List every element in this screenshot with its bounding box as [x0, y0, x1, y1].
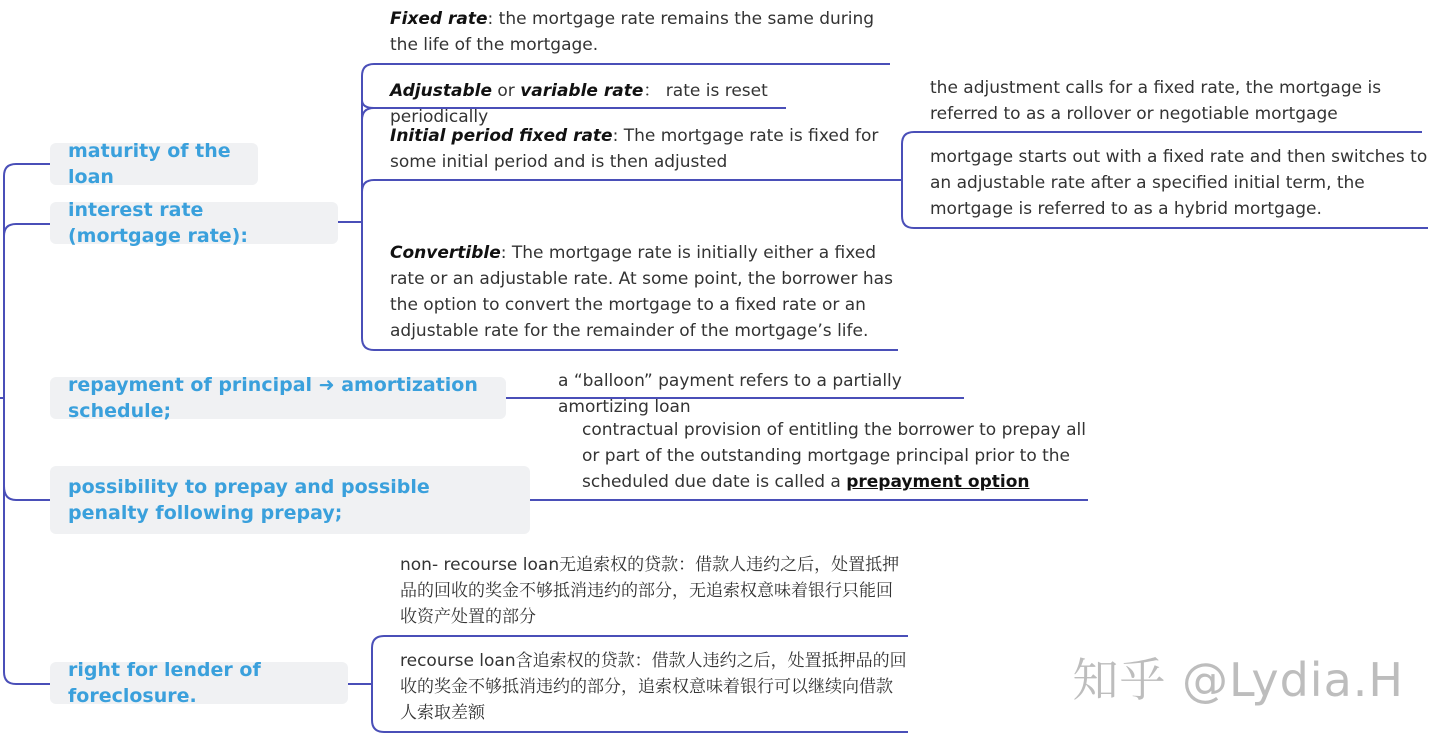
fixed-rate-text: : the mortgage rate remains the same during the life of the mortgage.: [390, 9, 875, 55]
topic-maturity[interactable]: [50, 140, 258, 188]
trunk-line: [0, 164, 50, 684]
adjustable-mid: or: [491, 81, 521, 101]
initial-period-term: Initial period fixed rate: [390, 126, 613, 146]
leaf-nonrecourse: non- recourse loan无追索权的贷款：借款人违约之后，处置抵押品的回收的奖金不够抵消违约的部分，无追索权意味着银行只能回收资产处置的部分: [400, 555, 900, 627]
topic-maturity-label: maturity of the loan: [68, 140, 231, 188]
initial-period-text: : The mortgage rate is fixed for some initial period and is then adjusted: [390, 126, 879, 172]
adjustable-text: ： rate is reset periodically: [390, 81, 768, 127]
leaf-initial-period: [390, 123, 890, 175]
topic-foreclosure-label: right for lender of foreclosure.: [68, 659, 261, 707]
leaf-balloon: a “balloon” payment refers to a partially amortizing loan: [558, 371, 902, 417]
leaf-fixed-rate: [390, 6, 890, 58]
convertible-text: : The mortgage rate is initially either a fixed rate or an adjustable rate. At some point, the borrower has the option to convert the mortgage to a fixed rate or an adjustable rate for the remainder of the mortgage’s life.: [390, 243, 893, 341]
adjustable-term: Adjustable: [390, 81, 492, 101]
watermark-logo: 知乎 @Lydia.H: [1072, 653, 1404, 707]
convertible-term: Convertible: [390, 243, 501, 263]
prepay-term: prepayment option: [846, 472, 1030, 492]
variable-rate-term: variable rate: [520, 81, 644, 101]
leaf-hybrid: mortgage starts out with a fixed rate and then switches to an adjustable rate after a specified initial term, the mortgage is referred to as a hybrid mortgage.: [930, 147, 1428, 219]
topic-foreclosure[interactable]: [50, 659, 348, 707]
topic-prepay-label: possibility to prepay and possible penalty following prepay;: [68, 476, 430, 524]
fixed-rate-term: Fixed rate: [390, 9, 488, 29]
leaf-prepay-option: [582, 417, 1086, 495]
topic-prepay[interactable]: [50, 466, 530, 534]
topic-repayment[interactable]: [50, 374, 506, 422]
leaf-rollover: the adjustment calls for a fixed rate, the mortgage is referred to as a rollover or negotiable mortgage: [930, 78, 1382, 124]
leaf-recourse: recourse loan含追索权的贷款：借款人违约之后，处置抵押品的回收的奖金不够抵消违约的部分，追索权意味着银行可以继续向借款人索取差额: [400, 651, 907, 723]
topic-interest-label: interest rate (mortgage rate):: [68, 199, 248, 247]
topic-repayment-label: repayment of principal ➜ amortization schedule;: [68, 374, 478, 422]
topic-interest-rate[interactable]: [50, 199, 338, 247]
prepay-text: contractual provision of entitling the borrower to prepay all or part of the outstanding mortgage principal prior to the scheduled due date is called a: [582, 420, 1086, 492]
leaf-convertible: [390, 240, 898, 344]
